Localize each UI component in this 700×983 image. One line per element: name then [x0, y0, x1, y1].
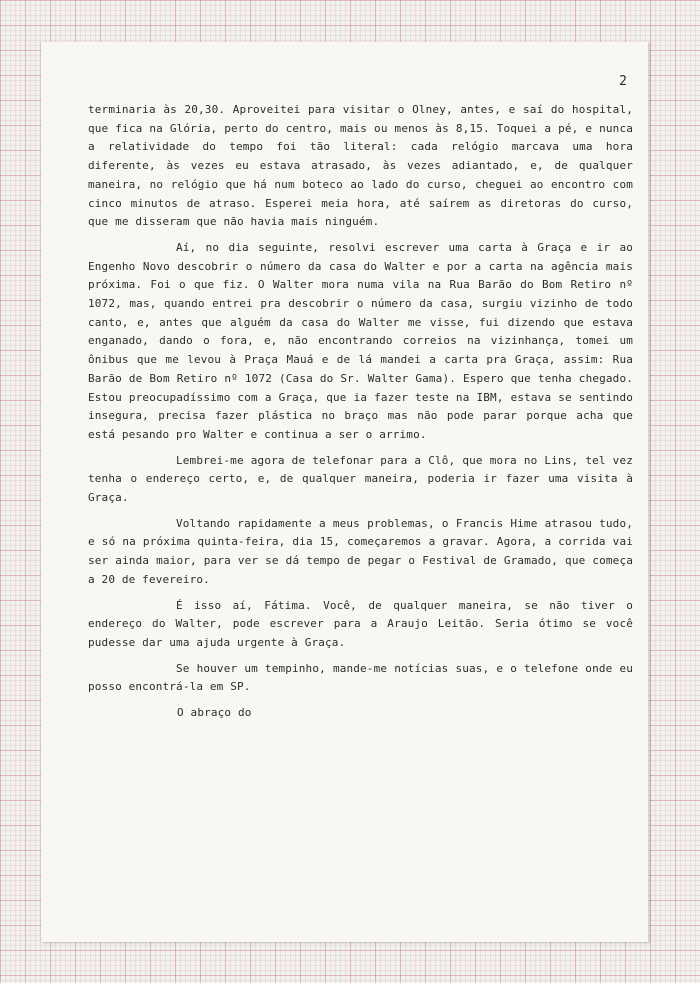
paragraph-2: Aí, no dia seguinte, resolvi escrever uma carta à Graça e ir ao Engenho Novo descobrir o número da casa do Walter e por a carta na agência mais próxima. Foi o que fiz. O Walter mora numa vila na Rua Barão do Bom Retiro nº 1072, mas, quando entrei pra descobrir o número da casa, surgiu vizinho de todo canto, e, antes que alguém da casa do Walter me visse, fui dizendo que estava enganado, dando o fora, e, não encontrando correios na vizinhança, tomei um ônibus que me levou à Praça Mauá e de lá mandei a carta pra Graça, assim: Rua Barão de Bom Retiro nº 1072 (Casa do Sr. Walter Gama). Espero que tenha chegado. Estou preocupadíssimo com a Graça, que ia fazer teste na IBM, estava se sentindo insegura, precisa fazer plástica no braço mas não pode parar porque acha que está pesando pro Walter e continua a ser o arrimo.	[88, 240, 633, 441]
letter-body	[88, 101, 633, 723]
paragraph-1: terminaria às 20,30. Aproveitei para visitar o Olney, antes, e saí do hospital, que fica na Glória, perto do centro, mais ou menos às 8,15. Toquei a pé, e nunca a relatividade do tempo foi tão literal: cada relógio marcava uma hora diferente, às vezes eu estava atrasado, às vezes adiantado, e, de qualquer maneira, no relógio que há num boteco ao lado do curso, cheguei ao encontro com cinco minutos de atraso. Esperei meia hora, até saírem as diretoras do curso, que me disseram que não havia mais ninguém.	[88, 103, 633, 229]
paragraph-4: Voltando rapidamente a meus problemas, o Francis Hime atrasou tudo, e só na próxima quinta-feira, dia 15, começaremos a gravar. Agora, a corrida vai ser ainda maior, para ver se dá tempo de pegar o Festival de Gramado, que começa a 20 de fevereiro.	[88, 516, 633, 586]
paragraph-6: Se houver um tempinho, mande-me notícias suas, e o telefone onde eu posso encontrá-la em SP.	[88, 661, 633, 694]
paragraph-3: Lembrei-me agora de telefonar para a Clô, que mora no Lins, tel vez tenha o endereço certo, e, de qualquer maneira, poderia ir fazer uma visita à Graça.	[88, 453, 633, 505]
letter-page	[41, 42, 649, 942]
closing-line: O abraço do	[177, 706, 252, 720]
page-number: 2	[619, 74, 627, 89]
paragraph-5: É isso aí, Fátima. Você, de qualquer maneira, se não tiver o endereço do Walter, pode escrever para a Araujo Leitão. Seria ótimo se você pudesse dar uma ajuda urgente à Graça.	[88, 598, 633, 649]
